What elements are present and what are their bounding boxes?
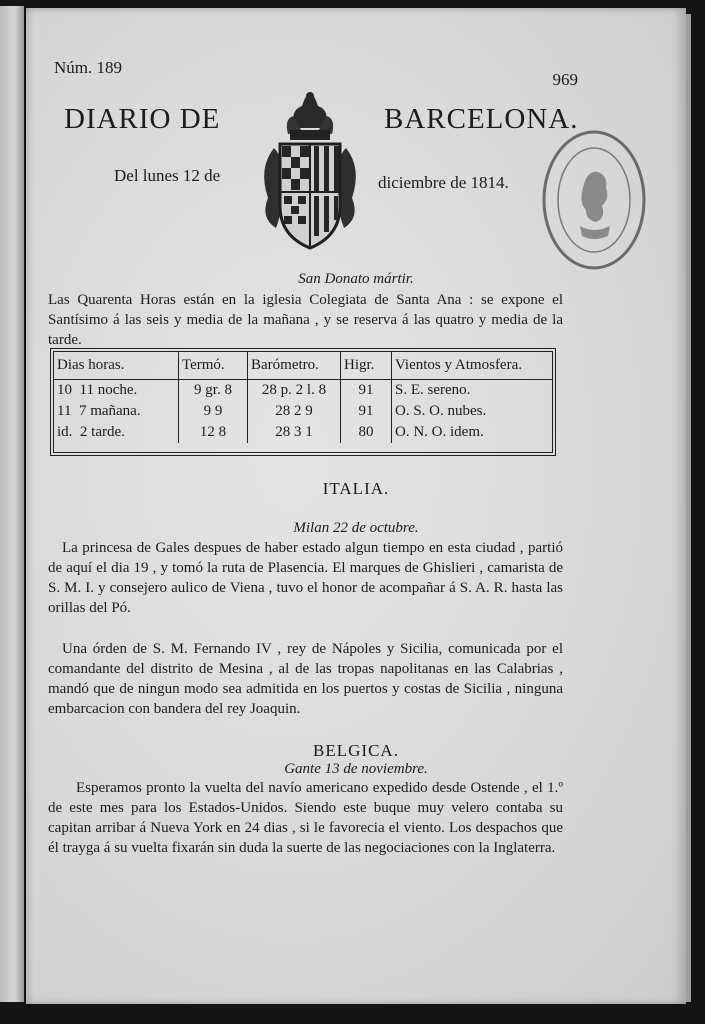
- table-row: [54, 422, 552, 443]
- cell-vientos: O. N. O. idem.: [392, 422, 553, 443]
- dateline-gante: Gante 13 de noviembre.: [284, 761, 428, 777]
- col-termo: Termó.: [179, 352, 248, 380]
- cell-day: 11: [57, 403, 72, 419]
- article-paragraph: Esperamos pronto la vuelta del navío americano expedido desde Ostende , el 1.º de este mes para los Estados-Unidos. Siendo este buque muy velero contaba su capitan arribar á Nueva York en 24 dias , si le favorecia el viento. Los despachos que él trayga á su vuelta fixarán sin duda la suerte de las negociaciones con la Inglaterra.: [48, 780, 563, 856]
- cell-termo: 9 gr. 8: [179, 380, 248, 402]
- cell-baro: 28 3 1: [248, 422, 341, 443]
- cell-higr: 80: [341, 422, 392, 443]
- article-paragraph: Una órden de S. M. Fernando IV , rey de Nápoles y Sicilia, comunicada por el comandante del distrito de Mesina , al de las tropas napolitanas en las Calabrias , mandó que de ningun modo sea admitida en los puertos y costas de Sicilia , ninguna embarcacion con bandera del rey Joaquin.: [48, 641, 563, 717]
- coat-of-arms-icon: [254, 88, 366, 256]
- issue-number: Núm. 189: [54, 58, 122, 77]
- page-number: 969: [552, 70, 578, 89]
- dateline-milan: Milan 22 de octubre.: [293, 520, 419, 536]
- section-heading-italia: ITALIA.: [322, 479, 390, 498]
- cell-dia-hora: [54, 422, 179, 443]
- masthead-right: BARCELONA.: [384, 103, 579, 135]
- cell-termo: 9 9: [179, 401, 248, 422]
- cell-vientos: S. E. sereno.: [392, 380, 553, 402]
- cell-time: 11 noche.: [79, 382, 138, 398]
- cell-dia-hora: [54, 401, 179, 422]
- masthead-left: DIARIO DE: [64, 103, 221, 135]
- article-paragraph: La princesa de Gales despues de haber estado algun tiempo en esta ciudad , partió de aquí el dia 19 , y tomó la ruta de Plasencia. El marques de Ghislieri , camarista de S. M. I. y consejero aulico de Viena , tuvo el honor de acompañar á S. A. R. hasta las orillas del Pó.: [48, 540, 563, 616]
- cell-termo: 12 8: [179, 422, 248, 443]
- cell-baro: 28 p. 2 l. 8: [248, 380, 341, 402]
- table-row: [54, 380, 552, 402]
- weather-table: [53, 351, 553, 453]
- col-dias-horas: Dias horas.: [54, 352, 179, 380]
- col-vientos: Vientos y Atmosfera.: [392, 352, 553, 380]
- cuarenta-horas-notice: Las Quarenta Horas están en la iglesia Colegiata de Santa Ana : se expone el Santísimo á las seis y media de la mañana , y se reserva á las quatro y media de la tarde.: [48, 292, 563, 348]
- cell-dia-hora: [54, 380, 179, 402]
- cell-day: id.: [57, 424, 73, 440]
- hemeroteca-stamp-icon: [536, 126, 648, 276]
- facing-page-edge: [0, 6, 24, 1002]
- date-right: diciembre de 1814.: [378, 173, 509, 192]
- col-higr: Higr.: [341, 352, 392, 380]
- cell-baro: 28 2 9: [248, 401, 341, 422]
- cell-time: 7 mañana.: [78, 403, 141, 419]
- cell-time: 2 tarde.: [79, 424, 125, 440]
- cell-day: 10: [57, 382, 72, 398]
- newspaper-page: [26, 8, 686, 1004]
- page-edge: [686, 14, 691, 1002]
- saint-of-day: San Donato mártir.: [298, 271, 414, 287]
- col-barometro: Barómetro.: [248, 352, 341, 380]
- table-row: [54, 401, 552, 422]
- cell-higr: 91: [341, 380, 392, 402]
- cell-higr: 91: [341, 401, 392, 422]
- date-left: Del lunes 12 de: [114, 166, 221, 185]
- section-heading-belgica: BELGICA.: [313, 741, 399, 760]
- cell-vientos: O. S. O. nubes.: [392, 401, 553, 422]
